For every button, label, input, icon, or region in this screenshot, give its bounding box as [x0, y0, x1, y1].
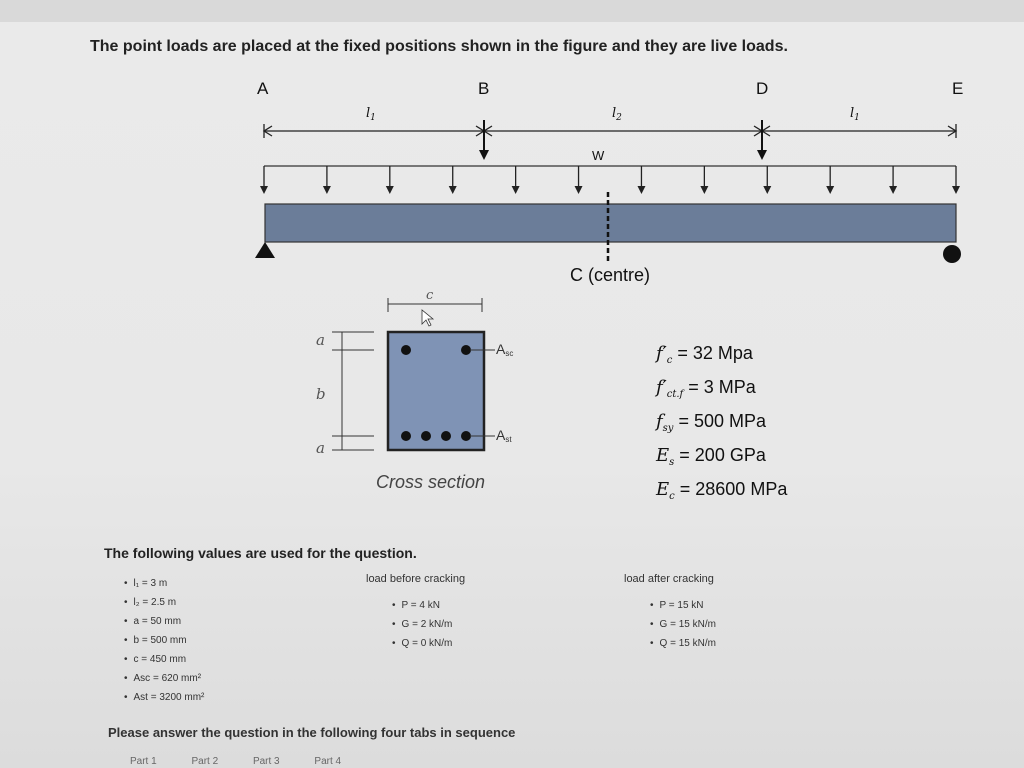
before-cracking-list	[392, 596, 452, 653]
list-item: • Q = 15 kN/m	[650, 634, 716, 653]
udl-arrow-head	[386, 186, 394, 194]
list-item: • Asc = 620 mm²	[124, 669, 204, 688]
udl-arrow-head	[637, 186, 645, 194]
roller-support	[943, 245, 961, 263]
prop-ec: $E_c = 28600$ MPa	[656, 479, 788, 502]
point-load-d	[757, 120, 767, 160]
material-properties	[656, 340, 787, 510]
point-label-e: E	[952, 79, 964, 98]
cs-a-top-label: a	[316, 331, 325, 349]
span-label-l2: $l_2$	[612, 106, 622, 123]
point-label-b: B	[478, 79, 490, 98]
tab-part-3[interactable]: Part 3	[252, 756, 280, 767]
udl-arrow-head	[952, 186, 960, 194]
list-item: • P = 4 kN	[392, 596, 452, 615]
list-item: • l₁ = 3 m	[124, 574, 204, 593]
list-item: • G = 15 kN/m	[650, 615, 716, 634]
geometry-values-list	[124, 574, 204, 707]
point-label-d: D	[756, 79, 769, 98]
list-item: • a = 50 mm	[124, 612, 204, 631]
cs-b-label: b	[316, 385, 326, 403]
instructions-text: Please answer the question in the following four tabs in sequence	[108, 725, 516, 740]
pin-support	[255, 242, 275, 258]
part-tabs	[130, 756, 373, 767]
prop-es: $E_s = 200$ GPa	[656, 445, 766, 468]
asc-label: Asc	[496, 341, 514, 358]
beam-diagram	[0, 0, 1024, 300]
udl-arrow-head	[889, 186, 897, 194]
list-item: • Ast = 3200 mm²	[124, 688, 204, 707]
tab-part-2[interactable]: Part 2	[191, 756, 219, 767]
point-label-a: A	[257, 79, 269, 98]
span-label-l1-left: $l_1$	[366, 106, 376, 123]
tab-part-4[interactable]: Part 4	[314, 756, 342, 767]
beam	[265, 204, 956, 242]
udl-label: W	[592, 148, 605, 163]
udl-arrow-head	[260, 186, 268, 194]
cs-a-bottom-label: a	[316, 439, 325, 457]
list-item: • G = 2 kN/m	[392, 615, 452, 634]
prop-fctf: $f'_{ct.f} = 3$ MPa	[656, 377, 756, 400]
list-item: • l₂ = 2.5 m	[124, 593, 204, 612]
list-item: • P = 15 kN	[650, 596, 716, 615]
udl-arrow-head	[826, 186, 834, 194]
prop-fc: $f'_c = 32$ Mpa	[656, 343, 753, 366]
udl-arrow-head	[700, 186, 708, 194]
udl-arrow-head	[575, 186, 583, 194]
prop-fsy: $f_{sy} = 500$ MPa	[656, 411, 767, 434]
cs-c-label: c	[426, 288, 434, 303]
udl-arrow-head	[763, 186, 771, 194]
tab-part-1[interactable]: Part 1	[130, 756, 157, 767]
udl-arrow-head	[512, 186, 520, 194]
centre-label: C (centre)	[570, 265, 651, 285]
udl-arrows	[260, 166, 960, 194]
list-item: • b = 500 mm	[124, 631, 204, 650]
span-label-l1-right: $l_1$	[850, 106, 860, 123]
intro-text: The point loads are placed at the fixed positions shown in the figure and they are live loads.	[90, 38, 788, 55]
udl-arrow-head	[323, 186, 331, 194]
cross-section-diagram	[300, 290, 560, 470]
before-cracking-title: load before cracking	[366, 573, 466, 585]
cross-section-title: Cross section	[376, 472, 486, 492]
list-item: • Q = 0 kN/m	[392, 634, 452, 653]
list-item: • c = 450 mm	[124, 650, 204, 669]
values-title: The following values are used for the question.	[104, 545, 417, 561]
udl-arrow-head	[449, 186, 457, 194]
after-cracking-title: load after cracking	[624, 573, 714, 585]
cursor-icon	[422, 310, 433, 326]
after-cracking-list	[650, 596, 716, 653]
point-load-b	[479, 120, 489, 160]
ast-label: Ast	[496, 427, 512, 444]
